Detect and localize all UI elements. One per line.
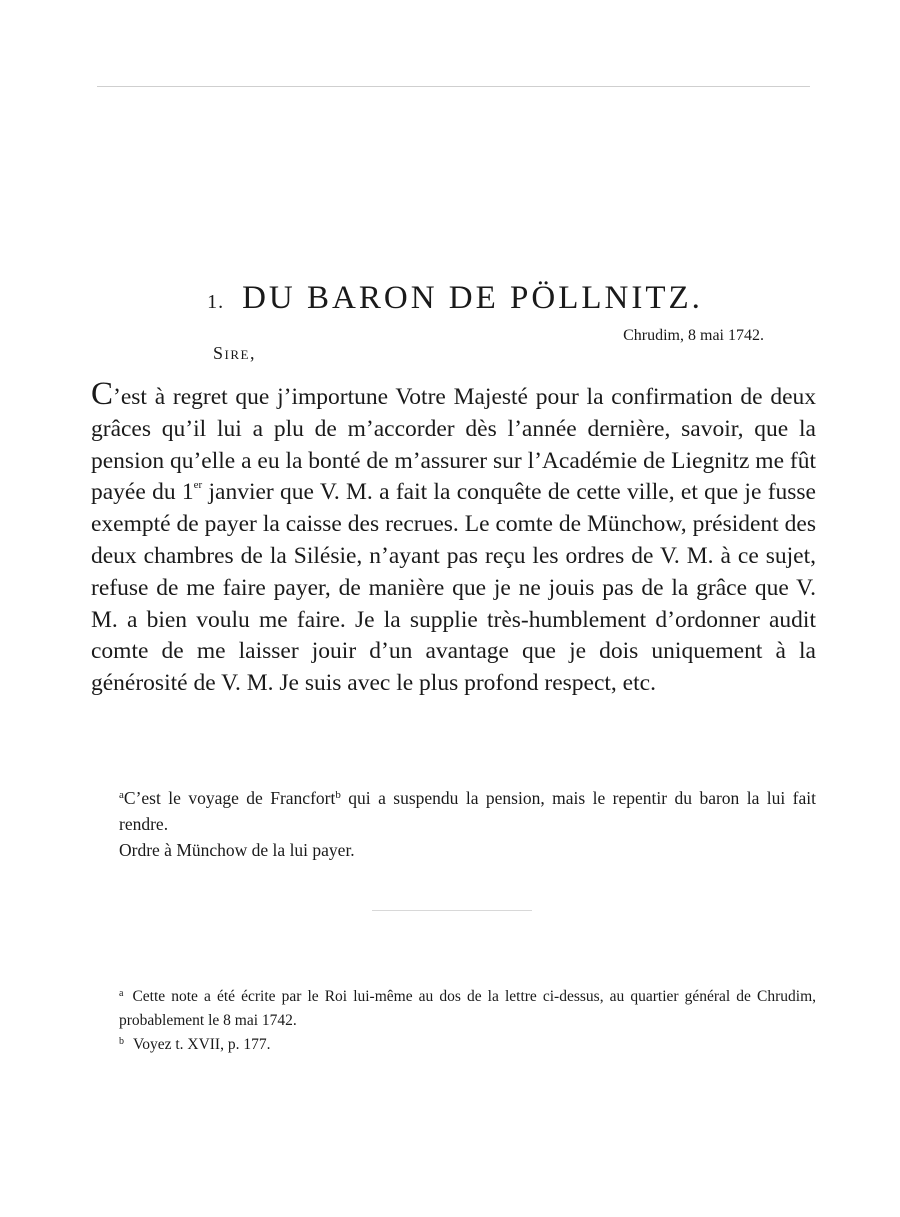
footnote-b <box>91 1033 816 1057</box>
annotation-text-a: C’est le voyage de Francfort <box>123 788 336 808</box>
footnote-ref-b: b <box>335 789 341 801</box>
letter-number: 1. <box>207 291 225 314</box>
footnote-mark: b <box>119 1036 124 1047</box>
king-annotation <box>91 785 816 863</box>
annotation-paragraph <box>91 785 816 837</box>
letter-text-part2: janvier que V. M. a fait la conquête de cette ville, et que je fusse exempté de payer la caisse des recrues. Le comte de Münchow, président des deux chambres de la Silésie, n’ayant pas reçu les ordres de V. M. à ce sujet, refuse de me faire payer, de manière que je ne jouis pas de la grâce que V. M. a bien voulu me faire. Je la supplie très-humblement d’ordonner audit comte de me laisser jouir d’un avantage que je dois uniquement à la générosité de V. M. Je suis avec le plus profond respect, etc. <box>91 479 816 697</box>
drop-cap: C <box>91 376 114 412</box>
footnote-text: Voyez t. XVII, p. 177. <box>133 1036 271 1053</box>
footnote-ref-a: a <box>119 789 124 801</box>
footnote-text: Cette note a été écrite par le Roi lui-même au dos de la lettre ci-dessus, au quartier général de Chrudim, probablement le 8 mai 1742. <box>119 988 816 1029</box>
annotation-order: Ordre à Münchow de la lui payer. <box>119 840 355 860</box>
footnote-mark: a <box>119 988 124 999</box>
ordinal-superscript: er <box>193 479 203 492</box>
annotation-text-b: qui a suspendu la pension, mais le repentir du baron la lui fait rendre. <box>119 788 816 834</box>
place-date: Chrudim, 8 mai 1742. <box>623 327 764 344</box>
salutation: Sire, <box>213 343 256 363</box>
letter-text-part1: ’est à regret que j’importune Votre Majesté pour la confirmation de deux grâces qu’il lui a plu de m’accorder dès l’année dernière, savoir, que la pension qu’elle a eu la bonté de m’assurer sur l’Académie de Liegnitz me fût payée du 1 <box>91 384 816 506</box>
footnotes <box>91 985 816 1057</box>
letter-body <box>91 376 816 700</box>
footnote-a <box>91 985 816 1033</box>
top-rule <box>97 86 810 87</box>
separator-rule <box>372 910 532 911</box>
letter-title: DU BARON DE PÖLLNITZ. <box>242 280 703 317</box>
letter-heading <box>0 280 900 317</box>
